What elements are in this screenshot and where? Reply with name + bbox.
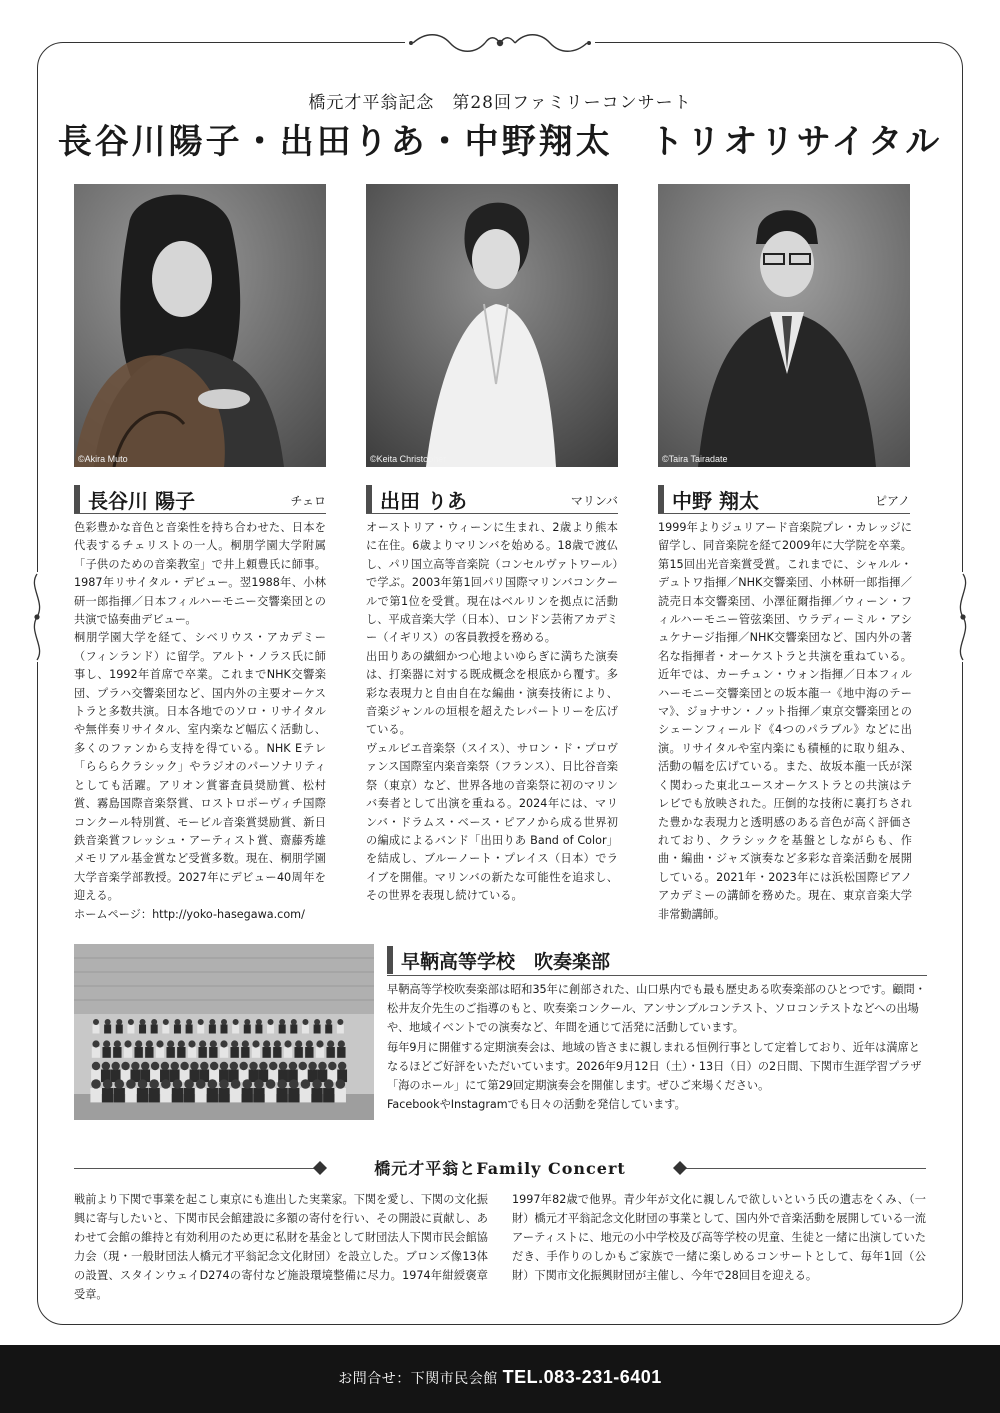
top-flourish-icon xyxy=(405,30,595,56)
band-title: 早鞆高等学校 吹奏楽部 xyxy=(387,946,927,974)
page-title: 長谷川陽子・出田りあ・中野翔太 トリオリサイタル xyxy=(57,122,943,162)
divider xyxy=(387,975,927,976)
performer-nameplate xyxy=(658,485,910,513)
performer-nameplate xyxy=(74,485,326,513)
bio-paragraph: 1999年よりジュリアード音楽院プレ・カレッジに留学し、同音楽院を経て2009年に大学院を卒業。第15回出光音楽賞受賞。これまでに、シャルル・デュトワ指揮／NHK交響楽団、小林研一郎指揮／読売日本交響楽団、小澤征爾指揮／ウィーン・フィルハーモニー管弦楽団、ウラディーミル・アシュケナージ指揮／NHK交響楽団など、国内外の著名な指揮者・オーケストラと共演を重ねている。近年では、カーチュン・ウォン指揮／日本フィルハーモニー交響楽団との坂本龍一《地中海のテーマ》、ジョナサン・ノット指揮／東京交響楽団とのシェーンフィールド《4つのパラブル》などに出演。リサイタルや室内楽にも積極的に取り組み、活動の幅を広げている。また、故坂本龍一氏が深く関わった東北ユースオーケストラとの共演はテレビでも放映された。圧倒的な技術に裏打ちされた豊かな表現力と透明感のある音色が高く評価されており、クラシックを基盤としながらも、作曲・編曲・ジャズ演奏など多彩な音楽活動を展開している。2021年・2023年には浜松国際ピアノアカデミーの講師を務めた。現在、東京音楽大学非常勤講師。 xyxy=(658,521,912,921)
performer-instrument: ピアノ xyxy=(874,494,910,508)
photo-credit: ©Keita Christopher xyxy=(370,454,447,464)
pianist-photo xyxy=(658,184,910,467)
bio-paragraph: 桐朋学園大学を経て、シベリウス・アカデミー（フィンランド）に留学。アルト・ノラス氏に師事し、1992年首席で卒業。これまでNHK交響楽団、プラハ交響楽団など、国内外の主要オーケストラと多数共演。日本各地でのソロ・リサイタルや無伴奏リサイタル、室内楽など幅広く活動し、多くのファンから支持を得ている。NHK Eテレ「らららクラシック」やラジオのパーソナリティとしても活躍。アリオン賞審査員奨励賞、松村賞、霧島国際音楽祭賞、ロストロポーヴィチ国際コンクール特別賞、モービル音楽賞奨励賞、新日鉄音楽賞フレッシュ・アーティスト賞、齋藤秀雄メモリアル基金賞など受賞多数。現在、桐朋学園大学音楽学部教授。2027年にデビュー40周年を迎える。 xyxy=(74,631,326,903)
homepage-link[interactable]: ホームページ：http://yoko-hasegawa.com/ xyxy=(74,907,305,921)
divider xyxy=(366,513,618,514)
brass-band-group-photo xyxy=(74,944,374,1120)
performer-name: 長谷川 陽子 xyxy=(88,488,195,513)
performer-instrument: チェロ xyxy=(290,494,326,508)
band-paragraph: FacebookやInstagramでも日々の活動を発信しています。 xyxy=(387,1098,686,1112)
marimbist-photo xyxy=(366,184,618,467)
band-description xyxy=(387,980,929,1114)
divider xyxy=(74,513,326,514)
performer-bio xyxy=(366,519,618,906)
family-text-left: 戦前より下関で事業を起こし東京にも進出した実業家。下関を愛し、下関の文化振興に寄与したいと、下関市民会館建設に多額の寄付を行い、その開設に貢献し、あわせて会館の維持と有効利用のため更に私財を基金として財団法人下関市民会館協力会（現・一般財団法人橋元才平翁記念文化財団）を設立した。ブロンズ像13体の設置、スタインウェイD274の寄付など施設環境整備に尽力。1974年紺綬褒章受章。 xyxy=(74,1193,488,1301)
performer-instrument: マリンバ xyxy=(570,494,618,508)
photo-credit: ©Akira Muto xyxy=(78,454,128,464)
performer-name: 出田 りあ xyxy=(380,488,467,513)
divider xyxy=(658,513,910,514)
contact-phone[interactable]: TEL.083-231-6401 xyxy=(502,1367,662,1387)
band-paragraph: 毎年9月に開催する定期演奏会は、地域の皆さまに親しまれる恒例行事として定着しており、近年は満席となるほどご好評をいただいています。2026年9月12日（土）・13日（日）の2日間、下関市生涯学習プラザ「海のホール」にて第29回定期演奏会を開催します。ぜひご来場ください。 xyxy=(387,1040,922,1093)
family-section-title: 橋元才平翁とFamily Concert xyxy=(374,1159,626,1178)
contact-label: お問合せ：下関市民会館 xyxy=(338,1371,498,1387)
performer-nameplate xyxy=(366,485,618,513)
family-text-right: 1997年82歳で他界。青少年が文化に親しんで欲しいという氏の遺志をくみ、（一財）橋元才平翁記念文化財団の事業として、国内外で音楽活動を展開している一流アーティストに、地元の小中学校及び高等学校の児童、生徒と一緒に出演していただき、手作りのしかもご家族で一緒に楽しめるコンサートとして、毎年1回（公財）下関市文化振興財団が主催し、今年で28回目を迎える。 xyxy=(512,1193,926,1282)
bio-paragraph: 出田りあの繊細かつ心地よいゆらぎに満ちた演奏は、打楽器に対する既成概念を根底から覆す。多彩な表現力と自由自在な編曲・演奏技術により、音楽ジャンルの垣根を超えたレパートリーを広げている。 xyxy=(366,649,618,737)
right-flourish-icon xyxy=(954,572,972,662)
performer-bio xyxy=(74,519,326,924)
band-paragraph: 早鞆高等学校吹奏楽部は昭和35年に創部された、山口県内でも最も歴史ある吹奏楽部のひとつです。顧問・松井友介先生のご指導のもと、吹奏楽コンクール、アンサンブルコンテスト、ソロコンテストなどへの出場や、地域イベントでの演奏など、年間を通じて活発に活動しています。 xyxy=(387,983,926,1035)
bio-paragraph: 色彩豊かな音色と音楽性を持ち合わせた、日本を代表するチェリストの一人。桐朋学園大学附属「子供のための音楽教室」で井上頼豊氏に師事。1987年リサイタル・デビュー。翌1988年、小林研一郎指揮／日本フィルハーモニー交響楽団との共演で協奏曲デビュー。 xyxy=(74,521,326,627)
performer-bio xyxy=(658,519,912,924)
photo-credit: ©Taira Tairadate xyxy=(662,454,728,464)
bio-paragraph: オーストリア・ウィーンに生まれ、2歳より熊本に在住。6歳よりマリンバを始める。18歳で渡仏し、パリ国立高等音楽院（コンセルヴァトワール）で学ぶ。2003年第1回パリ国際マリンバコンクールで第1位を受賞。現在はベルリンを拠点に活動し、平成音楽大学（日本）、ロンドン芸術アカデミー（イギリス）の客員教授を務める。 xyxy=(366,521,618,645)
cellist-photo xyxy=(74,184,326,467)
concert-subtitle: 橋元才平翁記念 第28回ファミリーコンサート xyxy=(308,93,692,113)
left-flourish-icon xyxy=(28,572,46,662)
bio-paragraph: ヴェルビエ音楽祭（スイス）、サロン・ド・プロヴァンス国際室内楽音楽祭（フランス）、日比谷音楽祭（東京）など、世界各地の音楽祭に初のマリンバ奏者として出演を重ねる。2024年には、マリンバ・ドラムス・ベース・ピアノから成る世界初の編成によるバンド「出田りあ Band of Color」を結成し、ブルーノート・プレイス（日本）でライブを開催。マリンバの新たな可能性を追求し、その世界を表現し続けている。 xyxy=(366,741,618,903)
contact-info xyxy=(0,1367,1000,1388)
performer-name: 中野 翔太 xyxy=(672,488,759,513)
